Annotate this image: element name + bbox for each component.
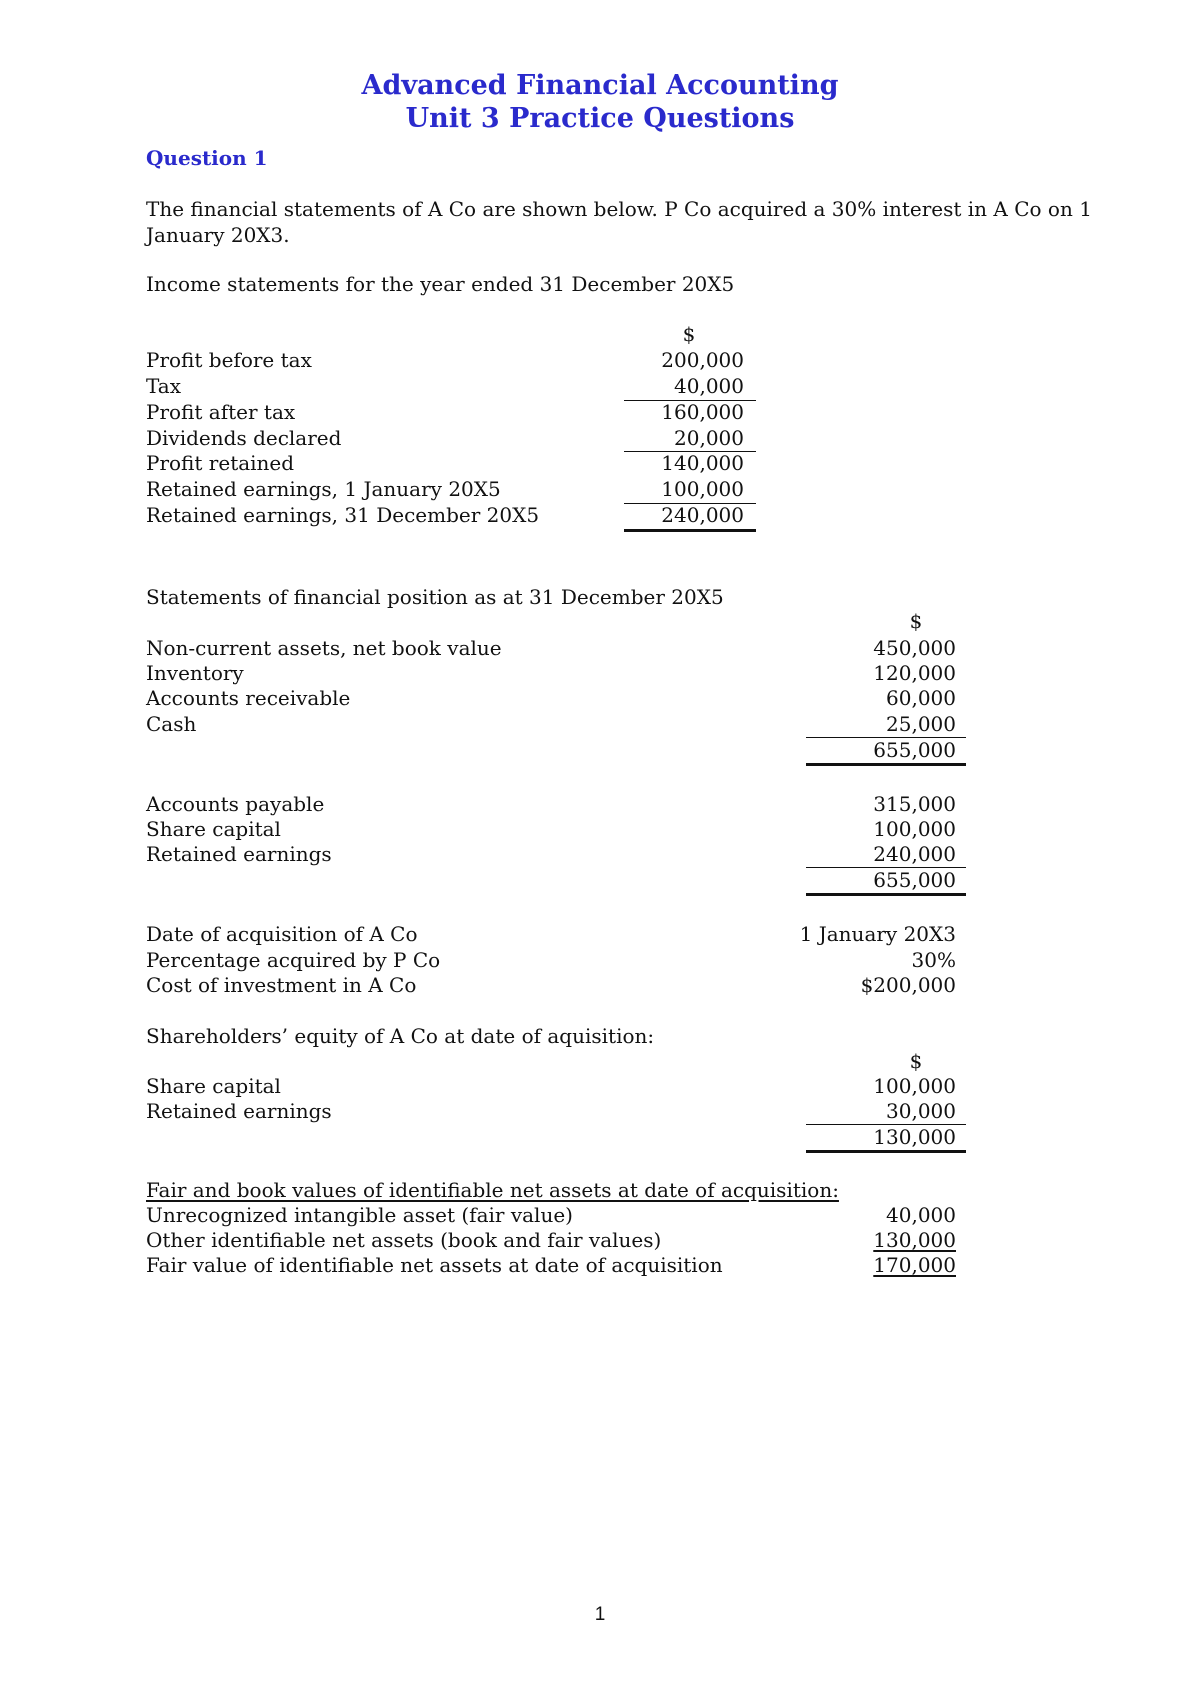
acquisition-row-label: Percentage acquired by P Co [146,948,441,972]
document-subtitle: Unit 3 Practice Questions [405,103,795,134]
equity-total-double-rule [806,1150,966,1153]
income-row-label: Retained earnings, 31 December 20X5 [146,503,540,527]
income-row-value: 20,000 [674,426,744,450]
income-row-label: Profit before tax [146,348,312,372]
question-intro-line-1: The financial statements of A Co are shown below. P Co acquired a 30% interest in A Co on 1 [146,197,1092,221]
page-number: 1 [594,1604,606,1625]
liability-row-value: 100,000 [873,817,956,841]
equity-row-value: 30,000 [886,1099,956,1123]
income-row-label: Tax [146,374,181,398]
question-heading: Question 1 [146,146,268,170]
income-currency-header: $ [682,322,696,346]
fair-value-total: 170,000 [873,1253,956,1277]
acquisition-row-label: Cost of investment in A Co [146,973,417,997]
document-title: Advanced Financial Accounting [361,70,839,101]
equity-currency-header: $ [909,1049,923,1073]
income-row-value: 160,000 [661,400,744,424]
income-row-value: 200,000 [661,348,744,372]
income-row-value: 140,000 [661,451,744,475]
acquisition-row-label: Date of acquisition of A Co [146,922,418,946]
acquisition-row-value: $200,000 [860,973,956,997]
income-row-label: Retained earnings, 1 January 20X5 [146,477,501,501]
acquisition-row-value: 1 January 20X3 [799,922,956,946]
question-intro-line-2: January 20X3. [146,223,290,247]
income-row-label: Profit retained [146,451,295,475]
fp-currency-header: $ [909,609,923,633]
assets-total-double-rule [806,763,966,766]
liability-row-value: 240,000 [873,842,956,866]
asset-row-label: Non-current assets, net book value [146,636,502,660]
income-row-value: 40,000 [674,374,744,398]
income-total-double-rule [624,529,756,532]
equity-row-label: Retained earnings [146,1099,332,1123]
asset-row-value: 25,000 [886,712,956,736]
liability-row-value: 315,000 [873,792,956,816]
equity-total: 130,000 [873,1125,956,1149]
asset-row-label: Accounts receivable [146,686,351,710]
equity-row-value: 100,000 [873,1074,956,1098]
asset-row-value: 450,000 [873,636,956,660]
income-statement-title: Income statements for the year ended 31 December 20X5 [146,272,735,296]
fair-values-title: Fair and book values of identifiable net assets at date of acquisition: [146,1178,839,1202]
liabilities-equity-total: 655,000 [873,868,956,892]
asset-row-label: Inventory [146,661,244,685]
equity-row-label: Share capital [146,1074,281,1098]
asset-row-value: 60,000 [886,686,956,710]
assets-total: 655,000 [873,738,956,762]
fair-value-row-value: 130,000 [873,1228,956,1252]
financial-position-title: Statements of financial position as at 31 December 20X5 [146,585,724,609]
fair-value-row-label: Fair value of identifiable net assets at date of acquisition [146,1253,723,1277]
liability-row-label: Share capital [146,817,281,841]
liabilities-total-double-rule [806,893,966,896]
fair-value-row-label: Unrecognized intangible asset (fair value) [146,1203,573,1227]
liability-row-label: Accounts payable [146,792,325,816]
asset-row-value: 120,000 [873,661,956,685]
asset-row-label: Cash [146,712,197,736]
income-row-value: 240,000 [661,503,744,527]
fair-value-row-label: Other identifiable net assets (book and fair values) [146,1228,662,1252]
liability-row-label: Retained earnings [146,842,332,866]
income-row-value: 100,000 [661,477,744,501]
income-row-label: Dividends declared [146,426,342,450]
acquisition-row-value: 30% [911,948,956,972]
equity-at-acquisition-title: Shareholders’ equity of A Co at date of aquisition: [146,1024,655,1048]
income-row-label: Profit after tax [146,400,296,424]
fair-value-row-value: 40,000 [886,1203,956,1227]
